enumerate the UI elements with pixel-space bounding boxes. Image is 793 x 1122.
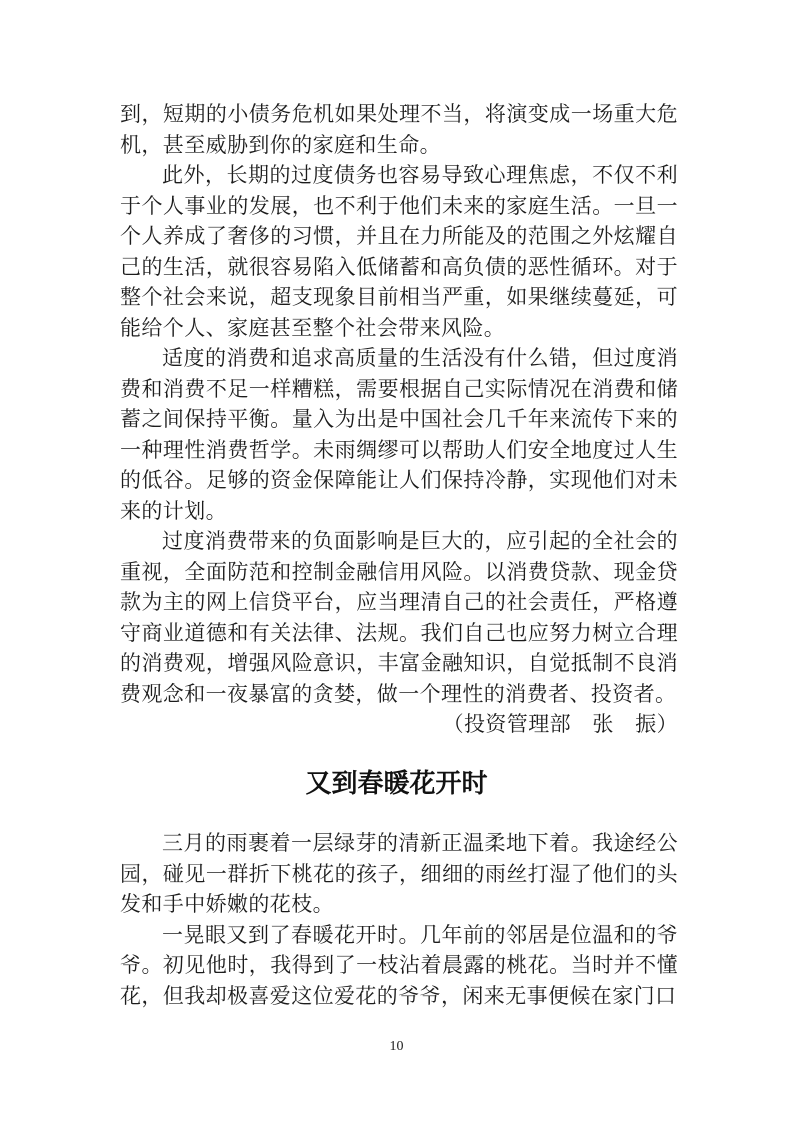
author-byline: （投资管理部 张 振） bbox=[442, 712, 678, 736]
paragraph: 三月的雨裹着一层绿芽的清新正温柔地下着。我途经公园，碰见一群折下桃花的孩子，细细的雨丝打湿了他们的头发和手中娇嫩的花枝。 bbox=[120, 831, 678, 916]
page-number: 10 bbox=[389, 1039, 404, 1054]
paragraph: 过度消费带来的负面影响是巨大的，应引起的全社会的重视，全面防范和控制金融信用风险。以消费贷款、现金贷款为主的网上信贷平台，应当理清自己的社会责任，严格遵守商业道德和有关法律、法规。我们自己也应努力树立合理的消费观，增强风险意识，丰富金融知识，自觉抵制不良消费观念和一夜暴富的贪婪，做一个理性的消费者、投资者。 bbox=[120, 529, 678, 706]
paragraph: 一晃眼又到了春暖花开时。几年前的邻居是位温和的爷爷。初见他时，我得到了一枝沾着晨露的桃花。当时并不懂花，但我却极喜爱这位爱花的爷爷，闲来无事便候在家门口 bbox=[120, 922, 678, 1008]
paragraph: 适度的消费和追求高质量的生活没有什么错，但过度消费和消费不足一样糟糕，需要根据自己实际情况在消费和储蓄之间保持平衡。量入为出是中国社会几千年来流传下来的一种理性消费哲学。未雨绸缪可以帮助人们安全地度过人生的低谷。足够的资金保障能让人们保持冷静，实现他们对未来的计划。 bbox=[120, 346, 678, 523]
article-debt-consumption-section bbox=[120, 99, 678, 740]
paragraph: 此外，长期的过度债务也容易导致心理焦虑，不仅不利于个人事业的发展，也不利于他们未来的家庭生活。一旦一个人养成了奢侈的习惯，并且在力所能及的范围之外炫耀自己的生活，就很容易陷入低储蓄和高负债的恶性循环。对于整个社会来说，超支现象目前相当严重，如果继续蔓延，可能给个人、家庭甚至整个社会带来风险。 bbox=[120, 163, 678, 340]
article-title: 又到春暖花开时 bbox=[305, 769, 488, 799]
article-spring-blossom-section bbox=[120, 828, 678, 1011]
paragraph-continuation: 到，短期的小债务危机如果处理不当，将演变成一场重大危机，甚至威胁到你的家庭和生命。 bbox=[120, 102, 678, 157]
